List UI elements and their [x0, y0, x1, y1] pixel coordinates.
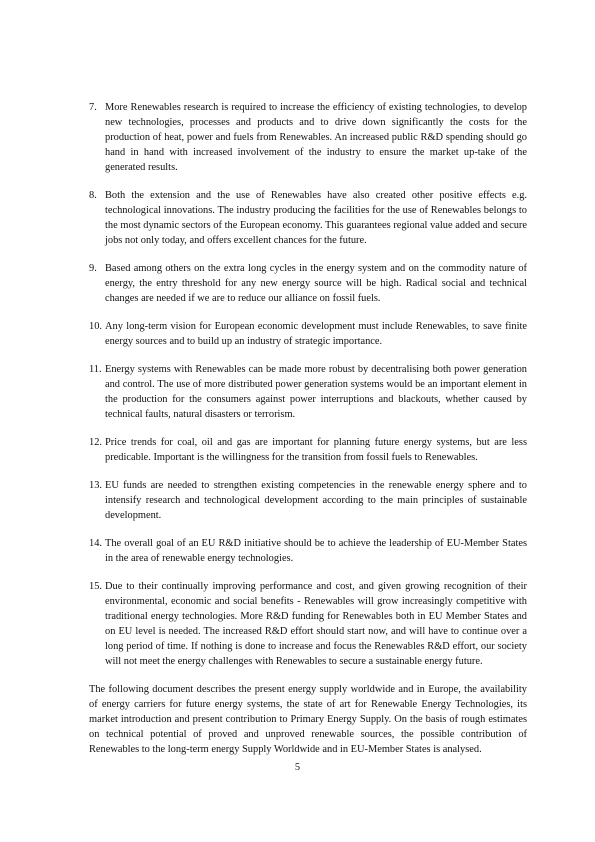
- item-text: Any long-term vision for European economic development must include Renewables, to save finite energy sources and to build up an industry of strategic importance.: [105, 321, 527, 347]
- item-text: Due to their continually improving performance and cost, and given growing recognition of their environmental, economic and social benefits - Renewables will grow increasingly competitive with traditional energy technologies. More R&D funding for Renewables both in EU Member States and on EU level is needed. The increased R&D effort should start now, and will have to continue over a long period of time. If nothing is done to increase and focus the Renewables R&D effort, our society will not meet the energy challenges with Renewables to secure a sustainable energy future.: [105, 581, 527, 667]
- list-item: [89, 188, 527, 248]
- list-item: [89, 579, 527, 669]
- list-item: [89, 478, 527, 523]
- list-item: [89, 362, 527, 422]
- list-item: [89, 435, 527, 465]
- list-item: [89, 319, 527, 349]
- item-number: 10.: [89, 321, 102, 332]
- item-number: 11.: [89, 364, 102, 375]
- item-text: More Renewables research is required to increase the efficiency of existing technologies, to develop new technologies, processes and products and to drive down significantly the costs for the production of heat, power and fuels from Renewables. An increased public R&D spending should go hand in hand with increased involvement of the industry to ensure the market up-take of the generated results.: [105, 102, 527, 173]
- item-number: 9.: [89, 263, 97, 274]
- item-number: 8.: [89, 190, 97, 201]
- page-number: 5: [294, 762, 301, 773]
- item-text: Both the extension and the use of Renewables have also created other positive effects e.g. technological innovations. The industry producing the facilities for the use of Renewables belongs to the most dynamic sectors of the European economy. This guarantees regional value added and secure jobs not only today, and offers excellent chances for the future.: [105, 190, 527, 246]
- item-number: 13.: [89, 480, 102, 491]
- item-text: EU funds are needed to strengthen existing competencies in the renewable energy sphere and to intensify research and technological development according to the main principles of sustainable development.: [105, 480, 527, 521]
- item-number: 12.: [89, 437, 102, 448]
- item-number: 15.: [89, 581, 102, 592]
- list-item: [89, 261, 527, 306]
- list-item: [89, 536, 527, 566]
- item-text: Energy systems with Renewables can be made more robust by decentralising both power generation and control. The use of more distributed power generation systems would be an important element in the production for the consumers against power interruptions and blackouts, whether caused by technical faults, natural disasters or terrorism.: [105, 364, 527, 420]
- closing-paragraph: The following document describes the present energy supply worldwide and in Europe, the availability of energy carriers for future energy systems, the state of art for Renewable Energy Technologies, its market introduction and present contribution to Primary Energy Supply. On the basis of rough estimates on technical potential of proved and unproved renewable sources, the possible contribution of Renewables to the long-term energy Supply Worldwide and in EU-Member States is analysed.: [89, 684, 527, 755]
- item-number: 7.: [89, 102, 97, 113]
- list-item: [89, 100, 527, 175]
- item-number: 14.: [89, 538, 102, 549]
- item-text: The overall goal of an EU R&D initiative should be to achieve the leadership of EU-Member States in the area of renewable energy technologies.: [105, 538, 527, 564]
- item-text: Based among others on the extra long cycles in the energy system and on the commodity nature of energy, the entry threshold for any new energy source will be high. Radical social and technical changes are needed if we are to reduce our alliance on fossil fuels.: [105, 263, 527, 304]
- document-body: [89, 100, 527, 757]
- item-text: Price trends for coal, oil and gas are important for planning future energy systems, but are less predicable. Important is the willingness for the transition from fossil fuels to Renewables.: [105, 437, 527, 463]
